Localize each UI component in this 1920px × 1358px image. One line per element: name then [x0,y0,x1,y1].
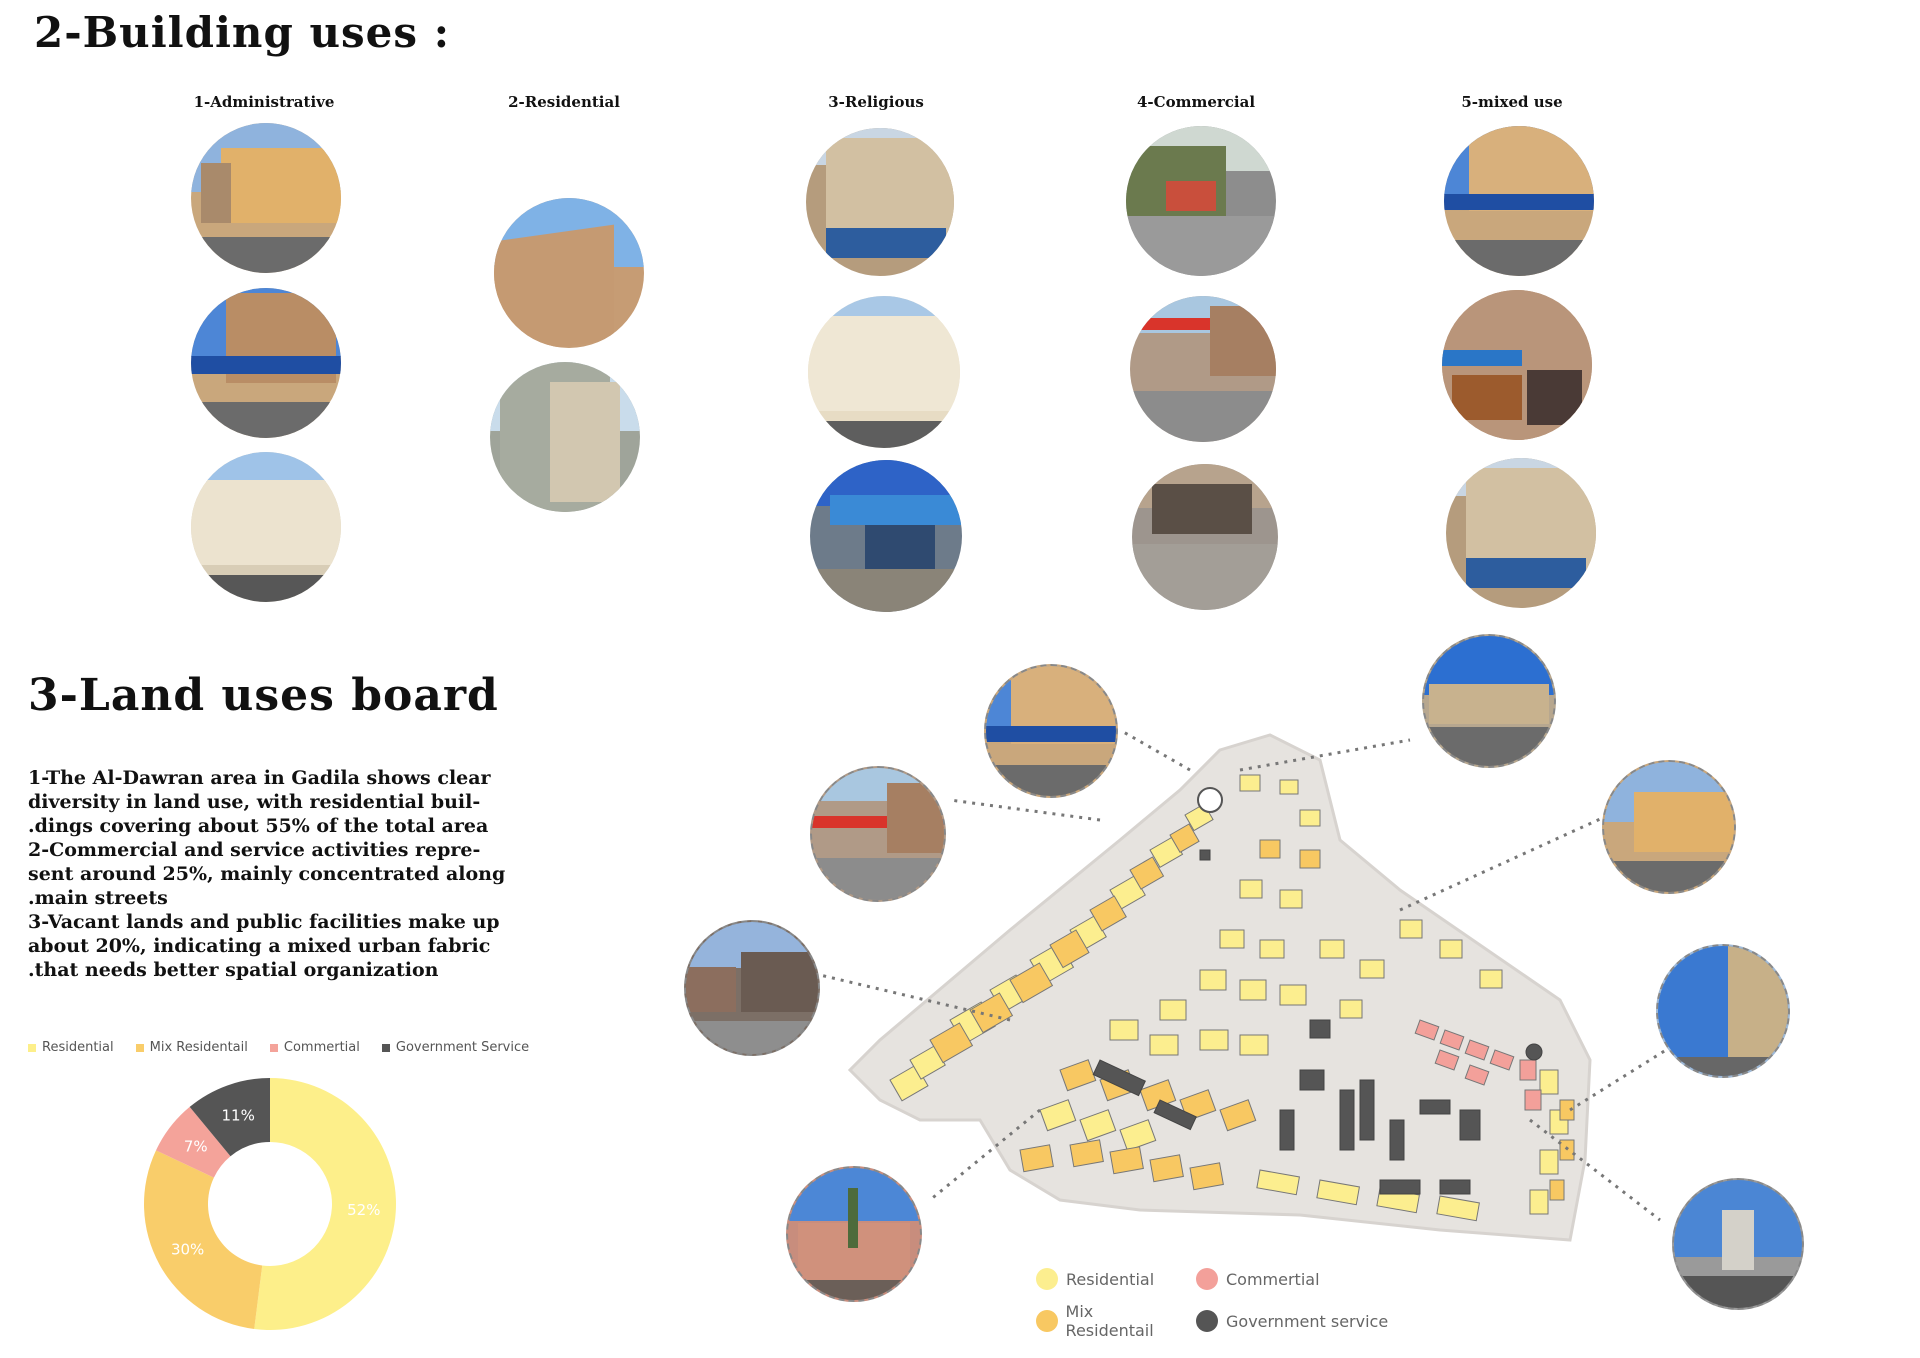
photo-religious-3 [810,460,962,612]
paragraph-line: 3-Vacant lands and public facilities make up [28,911,500,933]
paragraph-line: 2-Commercial and service activities repre- [28,839,481,861]
photo-mixed-use-3 [1446,458,1596,608]
donut-label: 11% [221,1106,255,1125]
photo-commercial-1 [1126,126,1276,276]
legend-item-residential: Residential [28,1040,114,1055]
paragraph-line: sent around 25%, mainly concentrated along [28,863,506,885]
photo-administrative-3 [191,452,341,602]
map-legend-residential: Residential [1036,1268,1156,1290]
map-photo-5 [684,920,820,1056]
legend-item-government: Government Service [382,1040,529,1055]
map-photo-2 [1422,634,1556,768]
photo-residential-1 [494,198,644,348]
paragraph-line: diversity in land use, with residential buil- [28,791,481,813]
category-label-commercial: 4-Commercial [1136,93,1256,111]
photo-mixed-use-1 [1444,126,1594,276]
category-label-administrative: 1-Administrative [193,93,335,111]
legend-item-mix-residential: Mix Residentail [136,1040,248,1055]
roundabout [1198,788,1222,812]
legend-item-commercial: Commertial [270,1040,360,1055]
photo-mixed-use-2 [1442,290,1592,440]
category-label-religious: 3-Religious [828,93,924,111]
map-legend [1036,1268,1476,1340]
map-photo-1 [984,664,1118,798]
category-label-mixed-use: 5-mixed use [1461,93,1563,111]
map-photo-8 [1672,1178,1804,1310]
category-label-residential: 2-Residential [508,93,620,111]
map-photo-6 [1656,944,1790,1078]
map-legend-government: Government service [1196,1302,1388,1340]
map-photo-3 [810,766,946,902]
paragraph-line: .dings covering about 55% of the total area [28,815,489,837]
land-use-description [28,766,548,982]
map-legend-mix-residential: Mix Residentail [1036,1302,1184,1340]
photo-religious-2 [808,296,960,448]
photo-commercial-2 [1130,296,1276,442]
photo-administrative-1 [191,123,341,273]
photo-residential-2 [490,362,640,512]
paragraph-line: about 20%, indicating a mixed urban fabric [28,935,491,957]
donut-label: 52% [347,1200,381,1219]
paragraph-line: .that needs better spatial organization [28,959,439,981]
map-photo-4 [1602,760,1736,894]
map-legend-commercial: Commertial [1196,1268,1320,1290]
photo-religious-1 [806,128,954,276]
map-photo-7 [786,1166,922,1302]
section-2-title: 2-Building uses : [34,8,451,57]
paragraph-line: 1-The Al-Dawran area in Gadila shows clear [28,767,491,789]
photo-commercial-3 [1132,464,1278,610]
land-use-donut-chart [140,1074,400,1334]
photo-administrative-2 [191,288,341,438]
donut-label: 30% [170,1240,205,1259]
chart-legend [28,1040,529,1055]
donut-label: 7% [183,1137,208,1156]
section-3-title: 3-Land uses board [28,670,499,721]
paragraph-line: .main streets [28,887,168,909]
